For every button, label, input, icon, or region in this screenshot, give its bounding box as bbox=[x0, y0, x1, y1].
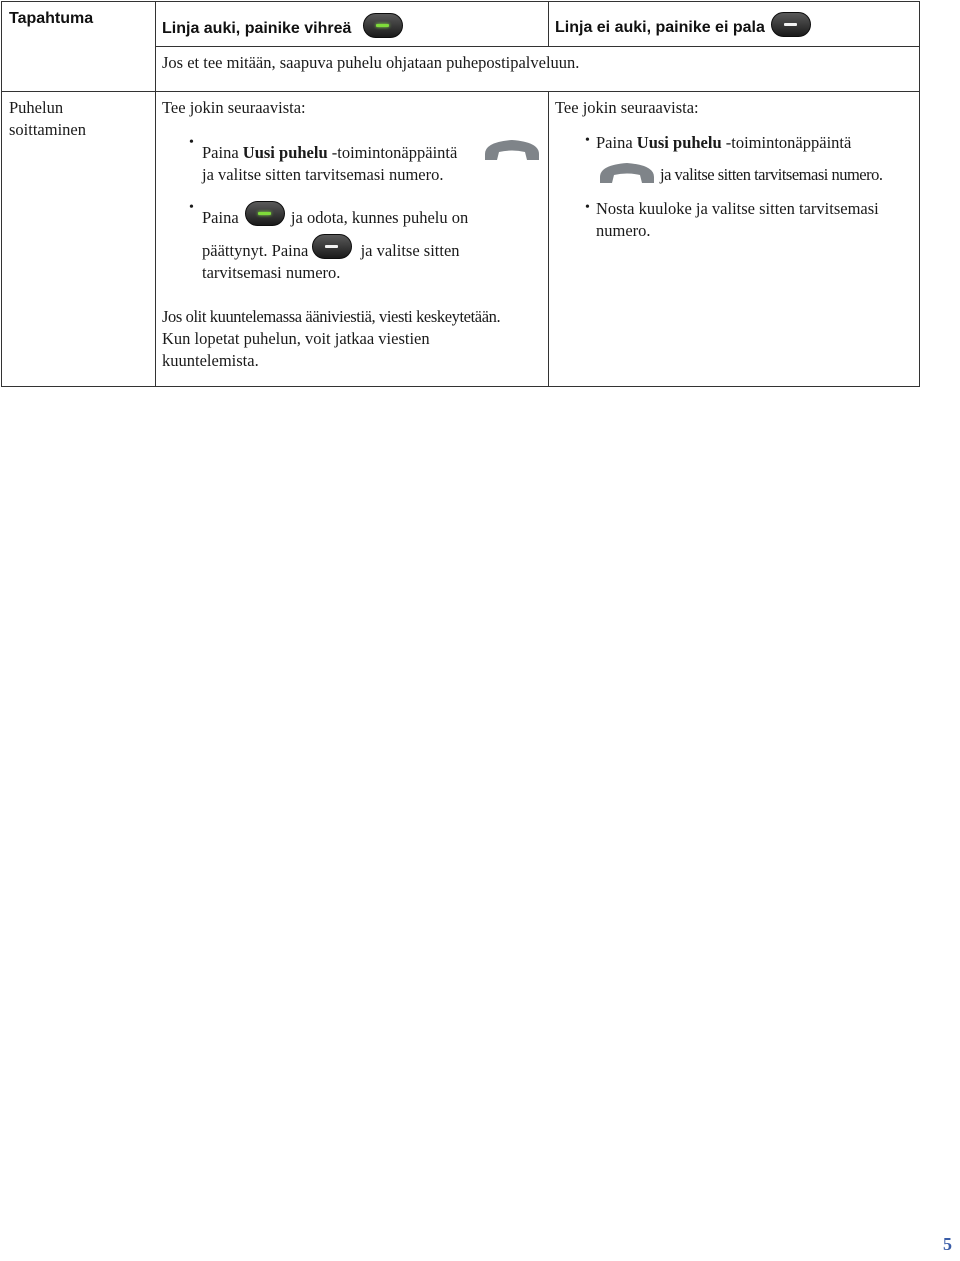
col3-bullet1-softkey: Uusi puhelu bbox=[636, 133, 722, 152]
col3-bullet2-line2: numero. bbox=[596, 221, 651, 240]
bullet: • bbox=[585, 200, 590, 215]
col2-footer-note bbox=[162, 306, 500, 372]
line-button-icon bbox=[771, 12, 811, 37]
col2-bullet2-line3: tarvitsemasi numero. bbox=[202, 263, 341, 282]
col2-bullet1-pre: Paina bbox=[202, 143, 243, 162]
col2-bullet1 bbox=[202, 142, 457, 186]
col2-bullet1-line2: ja valitse sitten tarvitsemasi numero. bbox=[202, 165, 444, 184]
row-divider bbox=[155, 46, 919, 47]
column-divider bbox=[155, 2, 156, 386]
line-button-green-icon bbox=[245, 201, 285, 226]
header-line-open-label: Linja auki, painike vihreä bbox=[162, 19, 352, 37]
header-line-closed bbox=[555, 19, 811, 37]
header-line-open bbox=[162, 19, 403, 38]
header-event: Tapahtuma bbox=[9, 10, 94, 27]
col2-bullet2-mid: ja odota, kunnes puhelu on bbox=[290, 208, 469, 227]
bullet: • bbox=[189, 135, 194, 150]
col2-bullet1-post: -toimintonäppäintä bbox=[327, 143, 458, 162]
voicemail-note: Jos et tee mitään, saapuva puhelu ohjataan puhepostipalveluun. bbox=[162, 53, 580, 72]
line-button-icon bbox=[312, 234, 352, 259]
handset-icon bbox=[596, 157, 658, 187]
event-table bbox=[1, 1, 920, 387]
col2-bullet2-line2-pre: päättynyt. Paina bbox=[202, 241, 309, 260]
col2-bullet2-line2 bbox=[202, 240, 460, 262]
page-number: 5 bbox=[943, 1234, 952, 1254]
line-button-green-icon bbox=[363, 13, 403, 38]
event-name-line2: soittaminen bbox=[9, 120, 86, 139]
col2-footer-line3: kuuntelemista. bbox=[162, 351, 259, 370]
event-name-line1: Puhelun bbox=[9, 98, 64, 117]
event-name bbox=[9, 97, 86, 141]
handset-icon bbox=[481, 134, 543, 164]
col2-bullet2-pre: Paina bbox=[202, 208, 239, 227]
col3-bullet2-line1: Nosta kuuloke ja valitse sitten tarvitsemasi bbox=[596, 199, 879, 218]
header-line-closed-label: Linja ei auki, painike ei pala bbox=[555, 19, 765, 36]
bullet: • bbox=[585, 133, 590, 148]
col2-intro: Tee jokin seuraavista: bbox=[162, 98, 306, 117]
row-divider bbox=[2, 91, 919, 92]
col2-footer-line2: Kun lopetat puhelun, voit jatkaa viestien bbox=[162, 329, 430, 348]
column-divider bbox=[548, 2, 549, 46]
col2-bullet2-line1 bbox=[202, 207, 468, 229]
col2-bullet2-line2-post: ja valitse sitten bbox=[360, 241, 460, 260]
bullet: • bbox=[189, 200, 194, 215]
col3-bullet1 bbox=[596, 132, 851, 154]
column-divider bbox=[548, 91, 549, 386]
col3-bullet1-line2: ja valitse sitten tarvitsemasi numero. bbox=[660, 165, 883, 184]
col3-bullet1-post: -toimintonäppäintä bbox=[721, 133, 852, 152]
col3-intro: Tee jokin seuraavista: bbox=[555, 98, 699, 117]
col3-bullet2 bbox=[596, 198, 879, 242]
col2-footer-line1: Jos olit kuuntelemassa ääniviestiä, viesti keskeytetään. bbox=[162, 307, 501, 326]
col3-bullet1-pre: Paina bbox=[596, 133, 637, 152]
col2-bullet1-softkey: Uusi puhelu bbox=[242, 143, 328, 162]
